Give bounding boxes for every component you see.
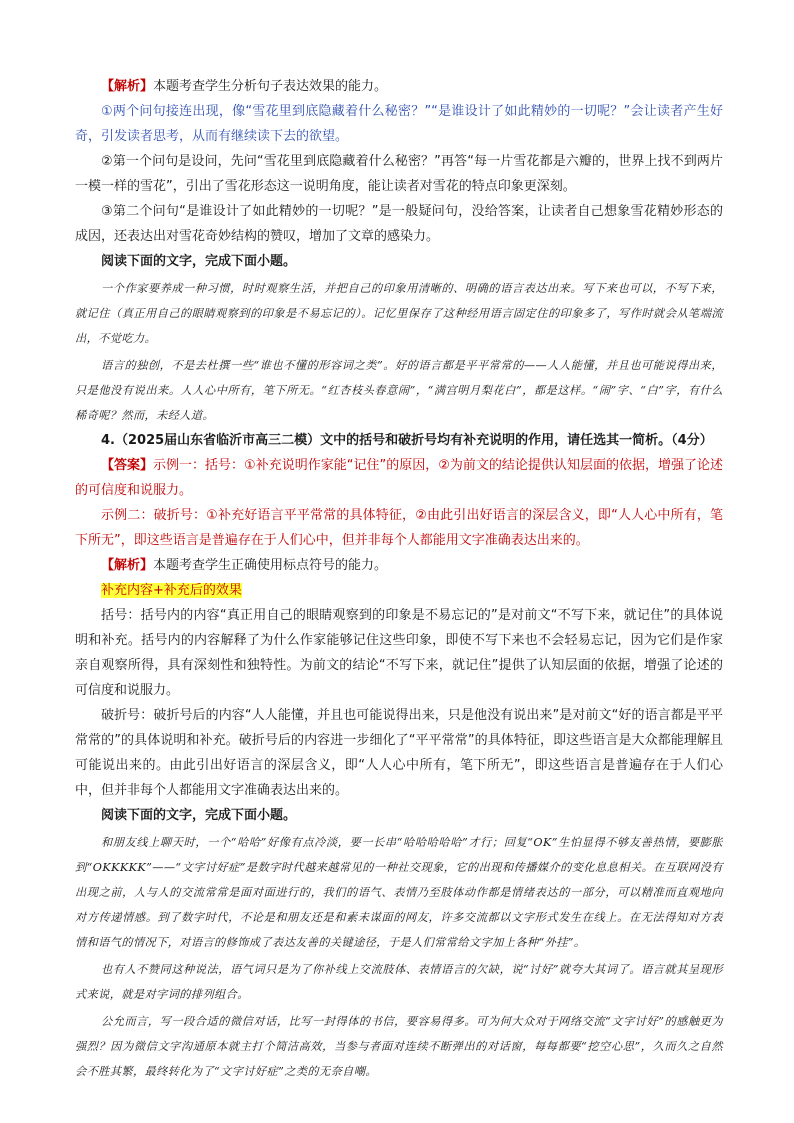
analysis-paragraph-1	[75, 74, 723, 99]
analysis-point-3: ③第二个问句“是谁设计了如此精妙的一切呢？”是一般疑问句，没给答案，让读者自己想象雪花精妙形态的成因，还表达出对雪花奇妙结构的赞叹，增加了文章的感染力。	[75, 204, 723, 244]
passage-2-paragraph-3: 公允而言，写一段合适的微信对话，比写一封得体的书信，要容易得多。可为何大众对于网络交流“文字讨好”的感触更为强烈？因为微信文字沟通原本就主打个简洁高效，当参与者面对连续不断弹出的对话窗，每每都要“挖空心思”，久而久之自然会不胜其繁，最终转化为了“文字讨好症”之类的无奈自嘲。	[75, 1015, 723, 1078]
analysis-point-2: ②第一个问句是设问，先问“雪花里到底隐藏着什么秘密？”再答“每一片雪花都是六瓣的，世界上找不到两片一模一样的雪花”，引出了雪花形态这一说明角度，能让读者对雪花的特点印象更深刻。	[75, 154, 723, 194]
answer-example-1-text: 示例一：括号：①补充说明作家能“记住”的原因，②为前文的结论提供认知层面的依据，增强了论述的可信度和说服力。	[75, 458, 723, 498]
document-page	[75, 74, 723, 1084]
answer-example-2: 示例二：破折号：①补充好语言平平常常的具体特征，②由此引出好语言的深层含义，即“人人心中所有，笔下所无”，即这些语言是普遍存在于人们心中，但并非每个人都能用文字准确表达出来的。	[75, 508, 723, 548]
answer-example-1	[75, 453, 723, 503]
answer-label: 【答案】	[101, 458, 154, 473]
dash-analysis: 破折号：破折号后的内容“人人能懂，并且也可能说得出来，只是他没有说出来”是对前文“好的语言都是平平常常的”的具体说明和补充。破折号后的内容进一步细化了“平平常常”的具体特征，即这些语言是大众都能理解且可能说出来的。由此引出好语言的深层含义，即“人人心中所有，笔下所无”，即这些语言是普遍存在于人们心中，但并非每个人都能用文字准确表达出来的。	[75, 708, 723, 798]
highlight-tip-text: 补充内容+补充后的效果	[101, 583, 242, 598]
passage-1-paragraph-1: 一个作家要养成一种习惯，时时观察生活，并把自己的印象用清晰的、明确的语言表达出来。写下来也可以，不写下来，就记住（真正用自己的眼睛观察到的印象是不易忘记的）。记忆里保存了这种经用语言固定住的印象多了，写作时就会从笔端流出，不觉吃力。	[75, 282, 723, 345]
highlight-tip	[75, 578, 723, 603]
reading-instruction-1: 阅读下面的文字，完成下面小题。	[101, 254, 297, 269]
parenthesis-analysis: 括号：括号内的内容“真正用自己的眼睛观察到的印象是不易忘记的”是对前文“不写下来，就记住”的具体说明和补充。括号内的内容解释了为什么作家能够记住这些印象，即使不写下来也不会轻易忘记，因为它们是作家亲自观察所得，具有深刻性和独特性。为前文的结论“不写下来，就记住”提供了认知层面的依据，增强了论述的可信度和说服力。	[75, 608, 723, 698]
analysis-point-1: ①两个问句接连出现，像“雪花里到底隐藏着什么秘密？”“是谁设计了如此精妙的一切呢？”会让读者产生好奇，引发读者思考，从而有继续读下去的欲望。	[75, 104, 723, 144]
question-4: 4.（2025届山东省临沂市高三二模）文中的括号和破折号均有补充说明的作用，请任选其一简析。（4分）	[101, 433, 713, 448]
passage-2-paragraph-2: 也有人不赞同这种说法，语气词只是为了你补线上交流肢体、表情语言的欠缺，说“讨好”就夸大其词了。语言就其呈现形式来说，就是对字词的排列组合。	[75, 963, 723, 1001]
analysis-label: 【解析】	[101, 79, 154, 94]
analysis-text-2: 本题考查学生正确使用标点符号的能力。	[153, 558, 388, 573]
analysis-paragraph-2	[75, 553, 723, 578]
analysis-label-2: 【解析】	[101, 558, 154, 573]
analysis-text: 本题考查学生分析句子表达效果的能力。	[153, 79, 388, 94]
passage-2-paragraph-1: 和朋友线上聊天时，一个“哈哈”好像有点冷淡，要一长串“哈哈哈哈哈”才行；回复“OK”生怕显得不够友善热情，要膨胀到“OKKKKK”——“文字讨好症”是数字时代越来越常见的一种社交现象，它的出现和传播媒介的变化息息相关。在互联网没有出现之前，人与人的交流常常是面对面进行的，我们的语气、表情乃至肢体动作都是情绪表达的一部分，可以精准而直观地向对方传递情感。到了数字时代，不论是和朋友还是和素未谋面的网友，许多交流都以文字形式发生在线上。在无法得知对方表情和语气的情况下，对语言的修饰成了表达友善的关键途径，于是人们常常给文字加上各种“外挂”。	[75, 836, 723, 949]
passage-1-paragraph-2: 语言的独创，不是去杜撰一些“谁也不懂的形容词之类”。好的语言都是平平常常的——人人能懂，并且也可能说得出来，只是他没有说出来。人人心中所有，笔下所无。“红杏枝头春意闹”，“满宫明月梨花白”，都是这样。“闹”字、“白”字，有什么稀奇呢？然而，未经人道。	[75, 359, 723, 422]
reading-instruction-2: 阅读下面的文字，完成下面小题。	[101, 808, 297, 823]
